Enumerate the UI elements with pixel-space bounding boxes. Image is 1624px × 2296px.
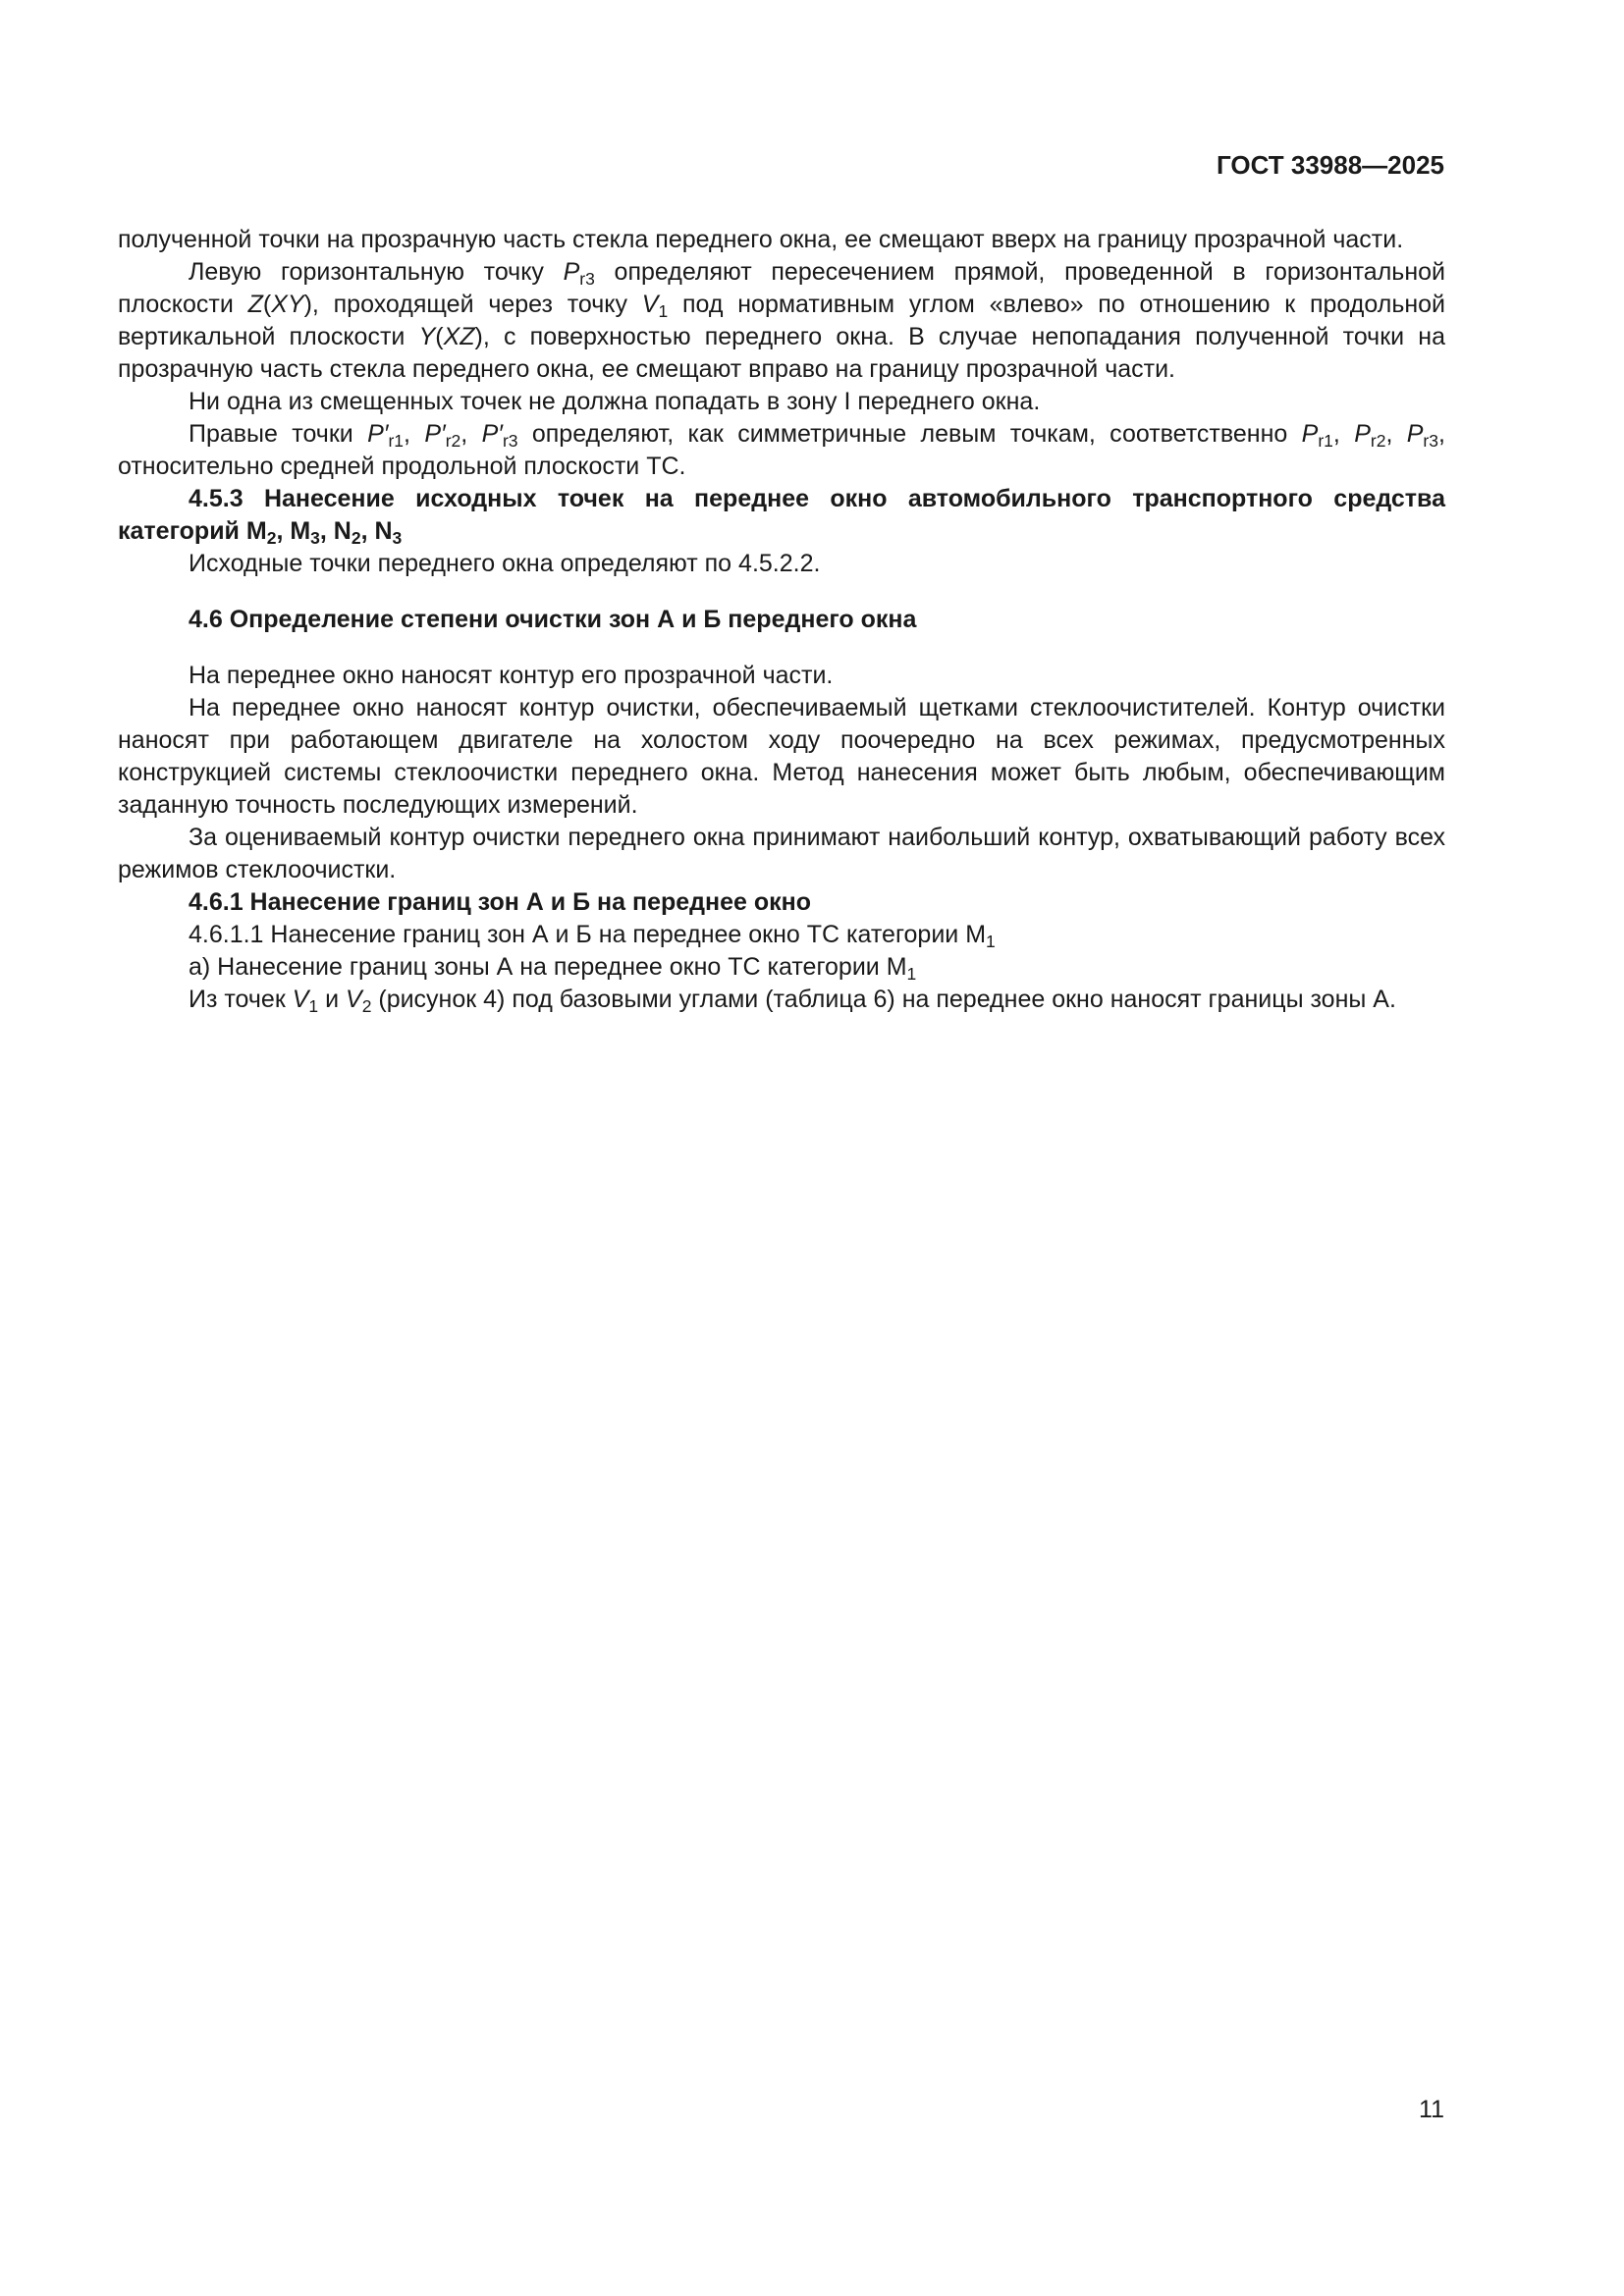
section-heading-4-5-3: 4.5.3 Нанесение исходных точек на переднее окно автомобильного транспортного средства категорий $М_2$, $М_3$, $N_2$, $N_3$ [118,485,1445,548]
section-heading-4-6-1: 4.6.1 Нанесение границ зон А и Б на переднее окно [189,888,812,916]
paragraph: Левую горизонтальную точку $P_{r3}$ определяют пересечением прямой, проведенной в горизонтальной плоскости Z(XY), проходящей через точку $V_1$ под нормативным углом «влево» по отношению к продольной вертикальной плоскости Y(XZ), с поверхностью переднего окна. В случае непопадания полученной точки на прозрачную часть стекла переднего окна, ее смещают вправо на границу прозрачной части. [118,258,1446,383]
paragraph: За оцениваемый контур очистки переднего окна принимают наибольший контур, охватывающий работу всех режимов стеклоочистки. [118,824,1445,883]
paragraph: 4.6.1.1 Нанесение границ зон А и Б на переднее окно ТС категории $М_1$ [189,921,996,951]
paragraph: Из точек $V_1$ и $V_2$ (рисунок 4) под базовыми углами (таблица 6) на переднее окно наносят границы зоны А. [189,986,1396,1016]
list-item: а) Нанесение границ зоны А на переднее окно ТС категории $М_1$ [189,953,917,984]
paragraph: Ни одна из смещенных точек не должна попадать в зону I переднего окна. [189,388,1041,415]
paragraph: На переднее окно наносят контур очистки, обеспечиваемый щетками стеклоочистителей. Контур очистки наносят при работающем двигателе на холостом ходу поочередно на всех режимах, предусмотренных конструкцией системы стеклоочистки переднего окна. Метод нанесения может быть любым, обеспечивающим заданную точность последующих измерений. [118,694,1445,819]
paragraph: Исходные точки переднего окна определяют по 4.5.2.2. [189,550,821,577]
page-number: 11 [1419,2096,1444,2123]
paragraph: полученной точки на прозрачную часть стекла переднего окна, ее смещают вверх на границу прозрачной части. [118,226,1404,253]
paragraph: На переднее окно наносят контур его прозрачной части. [189,662,834,689]
section-heading-4-6: 4.6 Определение степени очистки зон А и Б переднего окна [189,606,917,633]
document-standard-id: ГОСТ 33988—2025 [1217,150,1444,180]
document-body [118,224,1445,1016]
paragraph: Правые точки $P'_{r1}$, $P'_{r2}$, $P'_{r3}$ определяют, как симметричные левым точкам, соответственно $P_{r1}$, $P_{r2}$, $P_{r3}$, относительно средней продольной плоскости ТС. [118,420,1445,480]
